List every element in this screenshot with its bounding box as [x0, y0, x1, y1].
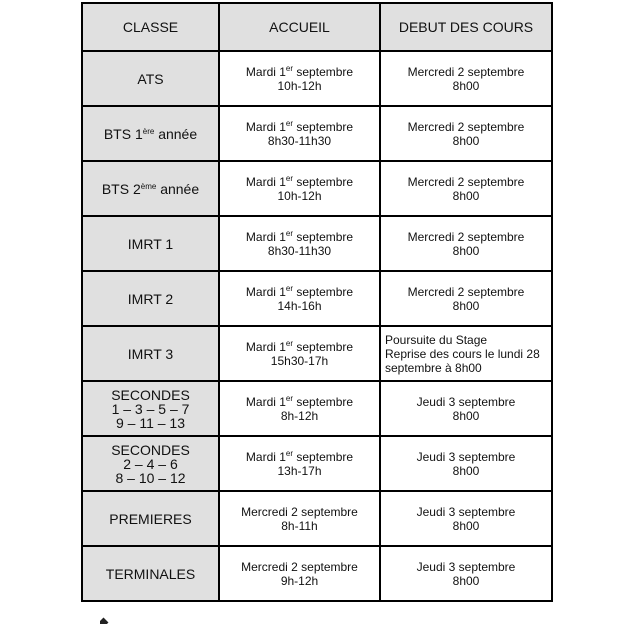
classe-cell: BTS 1ère année — [82, 106, 219, 161]
table-row — [82, 436, 552, 491]
table-row — [82, 51, 552, 106]
table-row — [82, 546, 552, 601]
table-row — [82, 326, 552, 381]
table-row — [82, 106, 552, 161]
classe-cell: BTS 2ème année — [82, 161, 219, 216]
classe-cell: IMRT 2 — [82, 271, 219, 326]
accueil-cell: Mardi 1er septembre 15h30-17h — [219, 326, 380, 381]
classe-cell: TERMINALES — [82, 546, 219, 601]
table-row — [82, 381, 552, 436]
accueil-cell: Mardi 1er septembre 8h30-11h30 — [219, 216, 380, 271]
debut-cell: Jeudi 3 septembre 8h00 — [380, 436, 552, 491]
accueil-cell: Mardi 1er septembre 10h-12h — [219, 51, 380, 106]
table-row — [82, 161, 552, 216]
accueil-cell: Mercredi 2 septembre 8h-11h — [219, 491, 380, 546]
header-row — [82, 3, 552, 51]
debut-cell: Mercredi 2 septembre 8h00 — [380, 216, 552, 271]
classe-cell: SECONDES 2 – 4 – 6 8 – 10 – 12 — [82, 436, 219, 491]
debut-cell: Poursuite du Stage Reprise des cours le lundi 28 septembre à 8h00 — [380, 326, 552, 381]
accueil-cell: Mardi 1er septembre 8h30-11h30 — [219, 106, 380, 161]
debut-cell: Jeudi 3 septembre 8h00 — [380, 491, 552, 546]
debut-cell: Mercredi 2 septembre 8h00 — [380, 51, 552, 106]
bullet-icon — [100, 618, 108, 624]
debut-cell: Mercredi 2 septembre 8h00 — [380, 161, 552, 216]
classe-cell: SECONDES 1 – 3 – 5 – 7 9 – 11 – 13 — [82, 381, 219, 436]
classe-cell: ATS — [82, 51, 219, 106]
table-row — [82, 216, 552, 271]
classe-cell: IMRT 1 — [82, 216, 219, 271]
header-accueil: ACCUEIL — [219, 3, 380, 51]
rentree-schedule-table — [81, 2, 553, 602]
accueil-cell: Mercredi 2 septembre 9h-12h — [219, 546, 380, 601]
debut-cell: Mercredi 2 septembre 8h00 — [380, 271, 552, 326]
header-classe: CLASSE — [82, 3, 219, 51]
header-debut-des-cours: DEBUT DES COURS — [380, 3, 552, 51]
table-row — [82, 271, 552, 326]
debut-cell: Mercredi 2 septembre 8h00 — [380, 106, 552, 161]
accueil-cell: Mardi 1er septembre 14h-16h — [219, 271, 380, 326]
table-row — [82, 491, 552, 546]
accueil-cell: Mardi 1er septembre 8h-12h — [219, 381, 380, 436]
accueil-cell: Mardi 1er septembre 13h-17h — [219, 436, 380, 491]
classe-cell: IMRT 3 — [82, 326, 219, 381]
accueil-cell: Mardi 1er septembre 10h-12h — [219, 161, 380, 216]
classe-cell: PREMIERES — [82, 491, 219, 546]
debut-cell: Jeudi 3 septembre 8h00 — [380, 381, 552, 436]
cut-off-footnote — [100, 617, 600, 624]
debut-cell: Jeudi 3 septembre 8h00 — [380, 546, 552, 601]
